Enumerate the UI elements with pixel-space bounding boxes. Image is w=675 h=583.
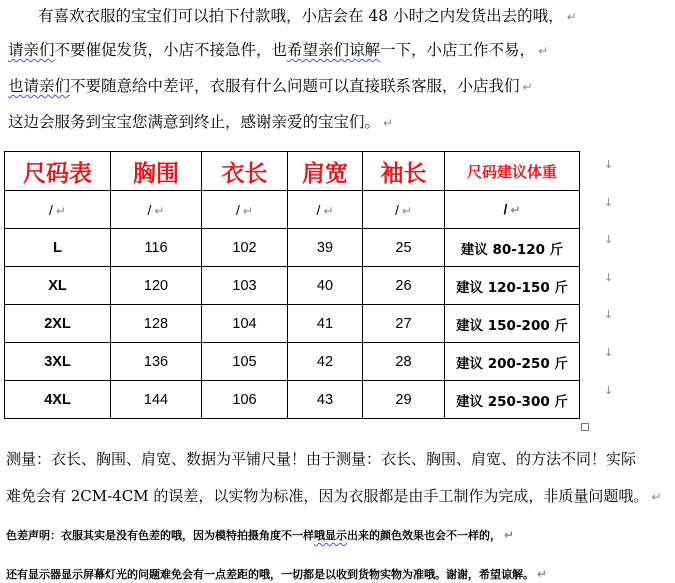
header-cell-chest: 胸围 (111, 152, 202, 191)
length-cell: 103 (202, 267, 288, 305)
table-resize-handle[interactable] (581, 423, 589, 431)
paragraph-mark-icon: ↵ (504, 528, 515, 542)
intro-text-3a: 也请亲们 (8, 77, 71, 95)
paragraph-mark-icon: ↵ (651, 490, 662, 504)
weight-cell: 建议 150-200 斤 (445, 305, 580, 343)
paragraph-mark-icon: ↵ (522, 80, 533, 94)
chest-cell: 136 (111, 343, 202, 381)
row-end-arrow-icon: ↓ (604, 196, 614, 209)
color-note-line-2 (6, 566, 547, 582)
size-cell: 3XL (5, 343, 111, 381)
cell-mark-icon: ↵ (154, 204, 165, 218)
size-cell: 4XL (5, 381, 111, 419)
intro-text-1: 有喜欢衣服的宝宝们可以拍下付款哦，小店会在 48 小时之内发货出去的哦， (38, 7, 564, 25)
paragraph-mark-icon: ↵ (538, 44, 549, 58)
shoulder-cell: 40 (288, 267, 363, 305)
sleeve-cell: 27 (363, 305, 445, 343)
table-row (5, 267, 580, 305)
cell-mark-icon: ↵ (323, 204, 334, 218)
paragraph-mark-icon: ↵ (383, 116, 394, 130)
weight-cell: 建议 80-120 斤 (445, 229, 580, 267)
measure-note-line-1 (6, 449, 636, 470)
length-cell: 104 (202, 305, 288, 343)
chest-cell: 120 (111, 267, 202, 305)
table-row (5, 229, 580, 267)
row-end-arrow-icon: ↓ (604, 271, 614, 284)
table-header-row (5, 152, 580, 191)
row-end-arrow-icon: ↓ (604, 346, 614, 359)
shoulder-cell: 39 (288, 229, 363, 267)
intro-text-3b: 不要随意给中差评，衣服有什么问题可以直接联系客服，小店我们 (70, 77, 520, 95)
paragraph-mark-icon: ↵ (537, 567, 548, 581)
shoulder-cell: 43 (288, 381, 363, 419)
intro-text-4: 这边会服务到宝宝您满意到终止，感谢亲爱的宝宝们。 (8, 113, 381, 131)
intro-line-3 (8, 76, 533, 97)
size-cell: XL (5, 267, 111, 305)
header-cell-shoulder: 肩宽 (288, 152, 363, 191)
weight-cell: 建议 120-150 斤 (445, 267, 580, 305)
cell-mark-icon: ↵ (510, 203, 521, 217)
cell-mark-icon: ↵ (55, 204, 66, 218)
sleeve-cell: 26 (363, 267, 445, 305)
intro-line-4 (8, 112, 393, 133)
table-cell: / ↵ (5, 191, 111, 229)
color-text-1-end: 出来的颜色效果也会不一样的， (347, 529, 501, 542)
cell-mark-icon: ↵ (242, 204, 253, 218)
table-row (5, 305, 580, 343)
sleeve-cell: 25 (363, 229, 445, 267)
header-cell-size: 尺码表 (5, 152, 111, 191)
size-cell: L (5, 229, 111, 267)
measure-text-1: 测量：衣长、胸围、肩宽、数据为平铺尺量！由于测量：衣长、胸围、肩宽、的方法不同！实际 (6, 450, 637, 468)
row-end-arrow-icon: ↓ (604, 158, 614, 171)
intro-text-2a: 请亲们 (8, 41, 55, 59)
row-end-arrow-icon: ↓ (604, 308, 614, 321)
shoulder-cell: 42 (288, 343, 363, 381)
size-cell: 2XL (5, 305, 111, 343)
chest-cell: 128 (111, 305, 202, 343)
paragraph-mark-icon: ↵ (566, 10, 577, 24)
chest-cell: 144 (111, 381, 202, 419)
intro-text-2c: 希望亲们谅解 (287, 41, 381, 59)
header-cell-weight: 尺码建议体重 (445, 152, 580, 191)
sleeve-cell: 29 (363, 381, 445, 419)
row-end-arrow-icon: ↓ (604, 233, 614, 246)
measure-note-line-2 (6, 486, 661, 508)
measure-text-2: 难免会有 2CM-4CM 的误差，以实物为标准，因为衣服都是由手工制作为完成，非质量问题哦。 (6, 487, 649, 505)
intro-line-1 (38, 6, 577, 27)
size-table (4, 151, 580, 419)
table-cell: / ↵ (202, 191, 288, 229)
table-cell: / ↵ (288, 191, 363, 229)
header-cell-length: 衣长 (202, 152, 288, 191)
color-text-1-sq: 哦显示 (314, 529, 347, 542)
intro-text-2d: 一下，小店工作不易， (380, 41, 536, 59)
intro-line-2 (8, 40, 548, 61)
length-cell: 102 (202, 229, 288, 267)
cell-mark-icon: ↵ (401, 204, 412, 218)
length-cell: 106 (202, 381, 288, 419)
shoulder-cell: 41 (288, 305, 363, 343)
length-cell: 105 (202, 343, 288, 381)
color-text-1: 色差声明：衣服其实是没有色差的哦，因为模特拍摄角度不一样 (6, 529, 314, 542)
header-cell-sleeve: 袖长 (363, 152, 445, 191)
table-cell: / ↵ (445, 191, 580, 229)
weight-cell: 建议 250-300 斤 (445, 381, 580, 419)
weight-cell: 建议 200-250 斤 (445, 343, 580, 381)
table-row (5, 381, 580, 419)
sleeve-cell: 28 (363, 343, 445, 381)
table-cell: / ↵ (363, 191, 445, 229)
table-row (5, 343, 580, 381)
chest-cell: 116 (111, 229, 202, 267)
intro-text-2b: 不要催促发货，小店不接急件，也 (54, 41, 288, 59)
color-text-2: 还有显示器显示屏幕灯光的问题难免会有一点差距的哦，一切都是以收到货物实物为准哦。谢谢，希望谅解。 (6, 568, 534, 581)
table-cell: / ↵ (111, 191, 202, 229)
row-end-arrow-icon: ↓ (604, 384, 614, 397)
table-unit-row (5, 191, 580, 229)
color-note-line-1 (6, 527, 514, 543)
